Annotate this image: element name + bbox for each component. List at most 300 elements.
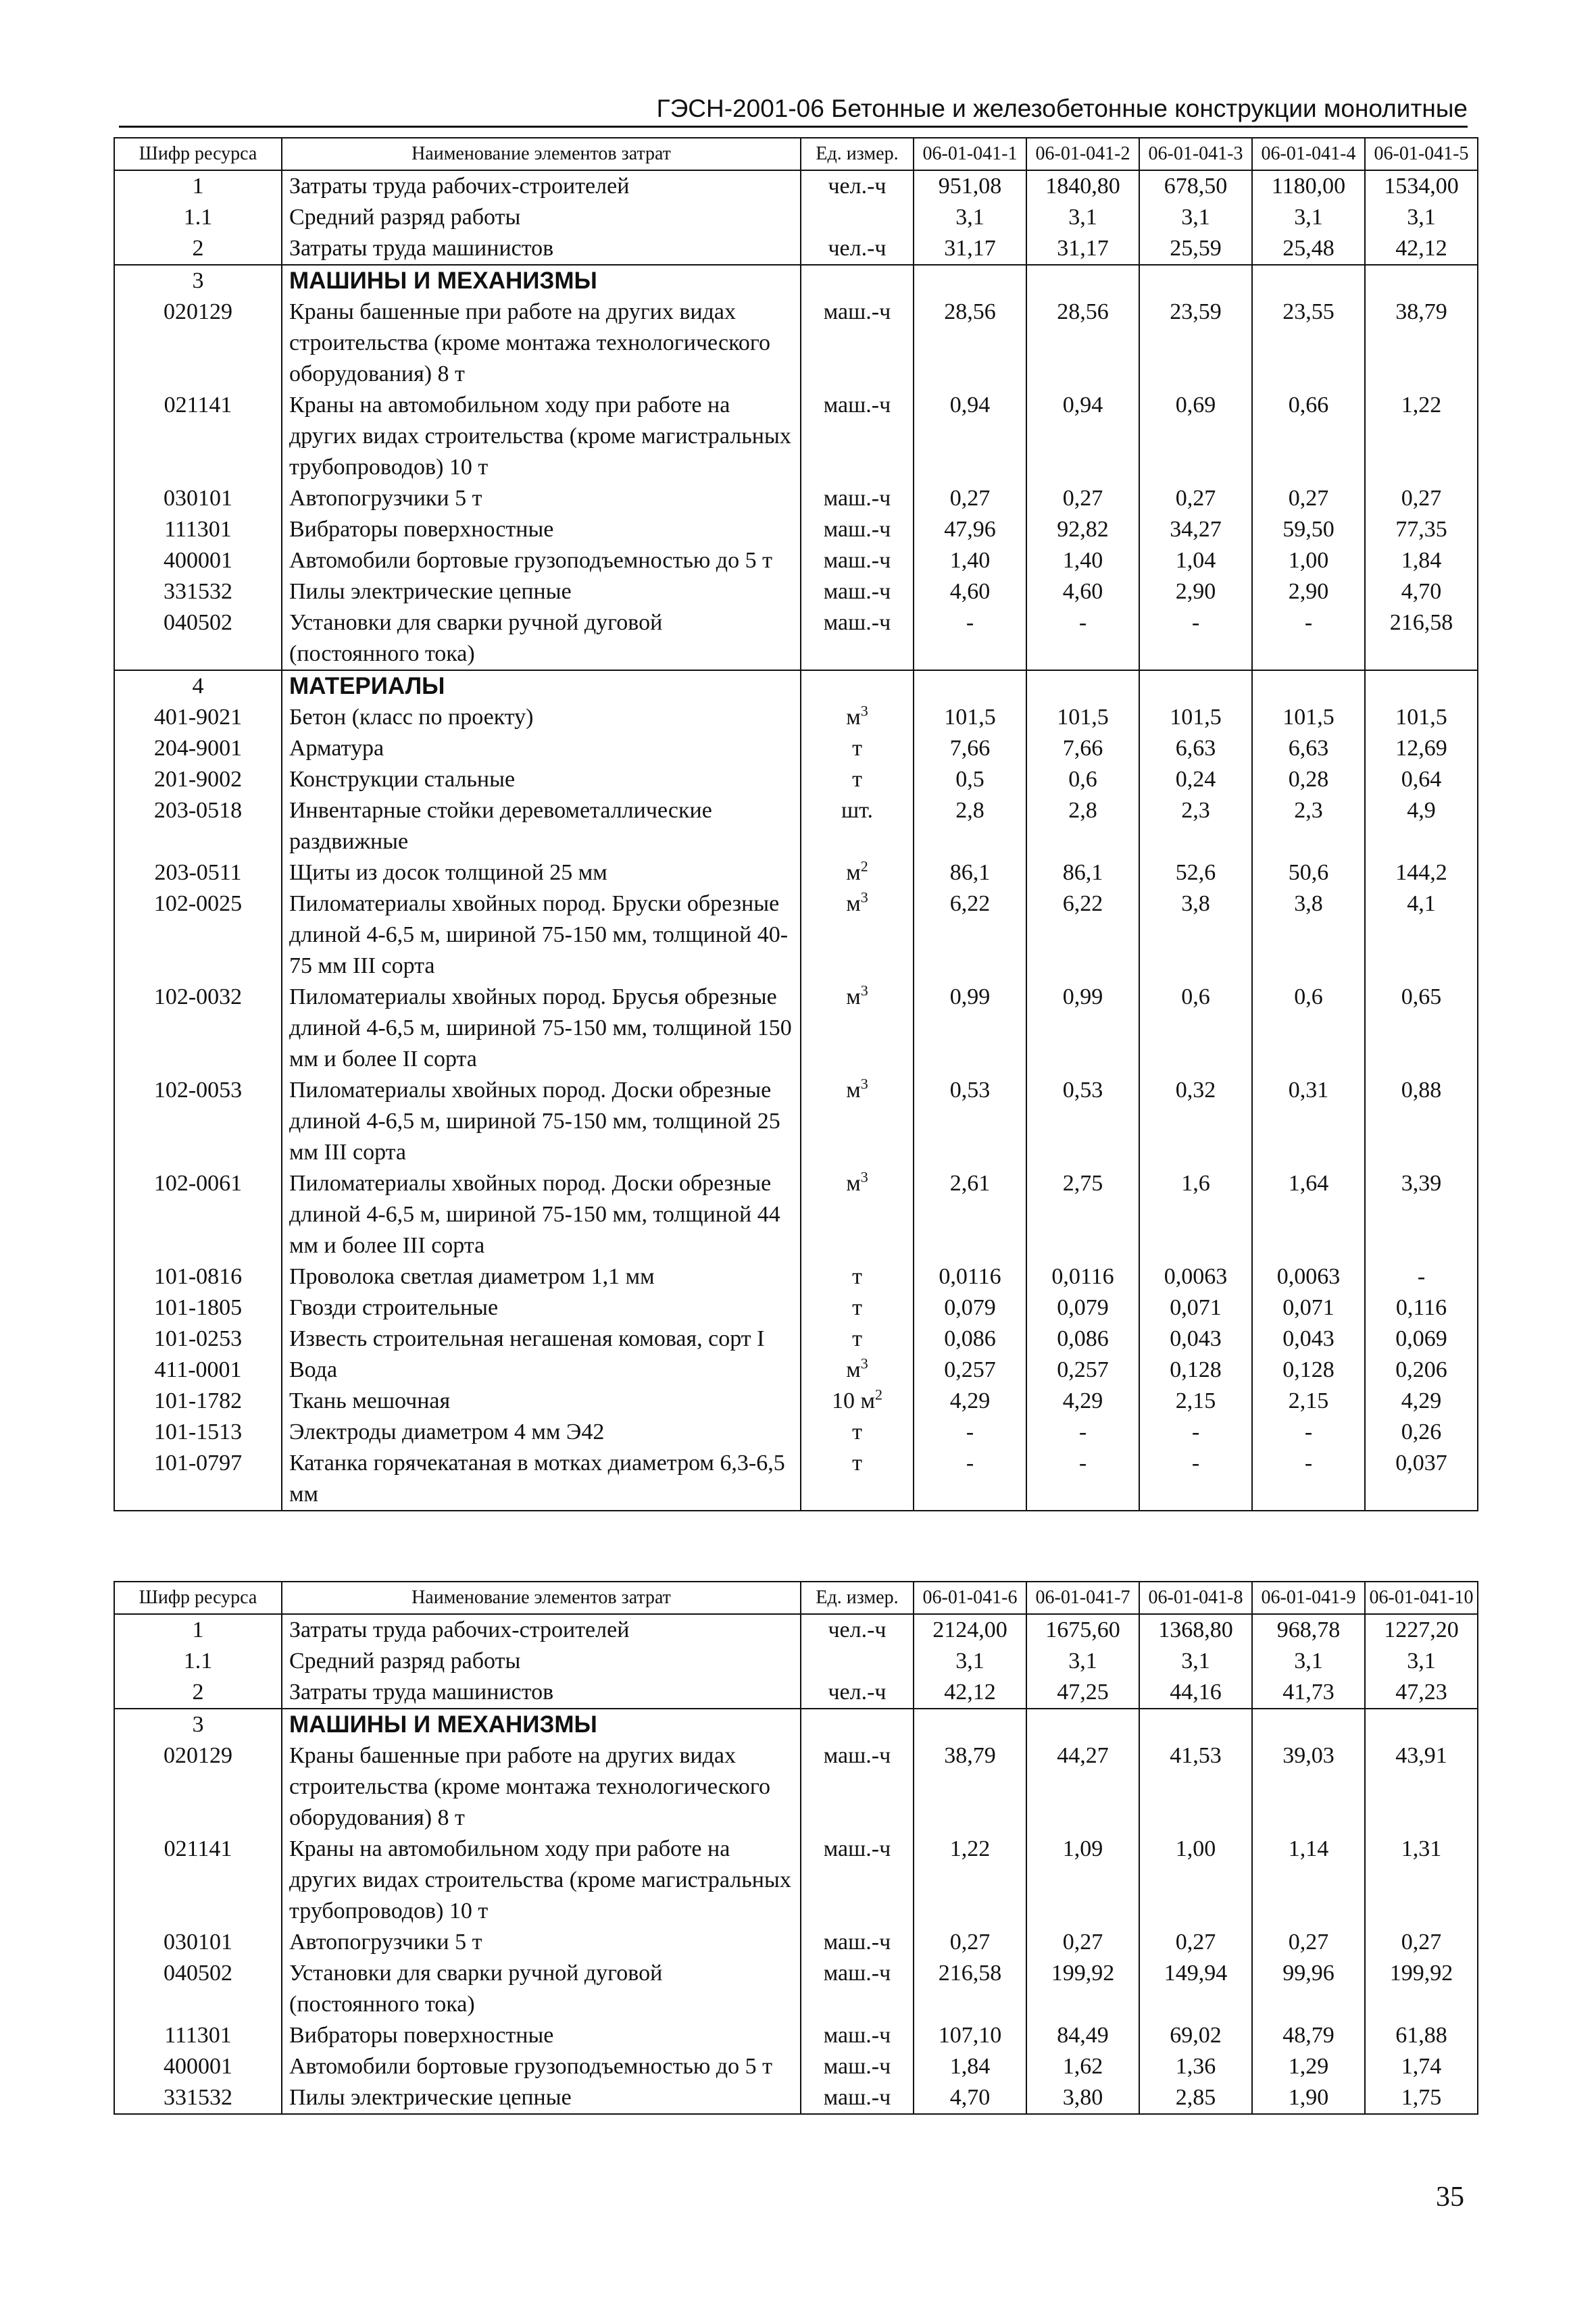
unit-text: м	[846, 891, 861, 916]
unit-cell	[801, 1740, 914, 1834]
value-cell: 0,94	[914, 390, 1026, 483]
value-cell: 47,96	[914, 514, 1026, 545]
header-code: Шифр ресурса	[114, 138, 282, 170]
value-cell: 0,071	[1252, 1292, 1365, 1324]
value-cell	[914, 265, 1026, 297]
unit-cell	[801, 702, 914, 733]
value-cell: 0,27	[914, 1927, 1026, 1958]
value-cell	[1139, 265, 1252, 297]
unit-cell	[801, 1386, 914, 1417]
value-cell: 1,00	[1139, 1834, 1252, 1927]
unit-cell	[801, 1646, 914, 1677]
value-cell: 44,27	[1026, 1740, 1139, 1834]
value-cell: -	[1026, 1448, 1139, 1511]
resource-code: 400001	[114, 2051, 282, 2082]
value-cell: 4,29	[1026, 1386, 1139, 1417]
table-row	[114, 576, 1478, 607]
value-cell: 86,1	[914, 857, 1026, 888]
unit-cell	[801, 233, 914, 265]
value-cell: 0,27	[914, 483, 1026, 514]
table-header	[114, 1582, 1478, 1614]
value-cell: 4,29	[1365, 1386, 1478, 1417]
unit-cell	[801, 1324, 914, 1355]
cost-element-name: Краны башенные при работе на других видах строительства (кроме монтажа технологического оборудования) 8 т	[282, 1740, 801, 1834]
value-cell: 0,64	[1365, 764, 1478, 795]
cost-element-name: Инвентарные стойки деревометаллические раздвижные	[282, 795, 801, 857]
value-cell: 0,128	[1252, 1355, 1365, 1386]
page-number: 35	[1436, 2182, 1464, 2213]
unit-text: т	[852, 767, 862, 792]
value-cell	[1026, 1709, 1139, 1740]
value-cell: 44,16	[1139, 1677, 1252, 1709]
header-column: 06-01-041-8	[1139, 1582, 1252, 1614]
cost-element-name: Средний разряд работы	[282, 1646, 801, 1677]
value-cell: 3,1	[1365, 202, 1478, 233]
table-row	[114, 170, 1478, 202]
value-cell	[1252, 670, 1365, 702]
cost-element-name: Арматура	[282, 733, 801, 764]
cost-element-name: Щиты из досок толщиной 25 мм	[282, 857, 801, 888]
value-cell: 1,04	[1139, 545, 1252, 576]
value-cell: 47,23	[1365, 1677, 1478, 1709]
value-cell: 1,22	[1365, 390, 1478, 483]
value-cell: -	[1139, 1448, 1252, 1511]
value-cell: 3,1	[1252, 1646, 1365, 1677]
unit-cell	[801, 1168, 914, 1261]
header-column: 06-01-041-5	[1365, 138, 1478, 170]
value-cell: 3,1	[914, 202, 1026, 233]
value-cell: 0,27	[1139, 483, 1252, 514]
value-cell: 3,1	[1026, 202, 1139, 233]
value-cell: 2,75	[1026, 1168, 1139, 1261]
cost-element-name: Затраты труда машинистов	[282, 233, 801, 265]
resource-code: 411-0001	[114, 1355, 282, 1386]
unit-cell	[801, 390, 914, 483]
value-cell: 1,40	[914, 545, 1026, 576]
cost-element-name: Краны башенные при работе на других видах строительства (кроме монтажа технологического оборудования) 8 т	[282, 297, 801, 390]
unit-cell	[801, 1075, 914, 1168]
cost-element-name: Вибраторы поверхностные	[282, 514, 801, 545]
value-cell: 0,99	[1026, 982, 1139, 1075]
resource-code: 101-1513	[114, 1417, 282, 1448]
value-cell: 47,25	[1026, 1677, 1139, 1709]
table-row	[114, 764, 1478, 795]
value-cell	[1139, 1709, 1252, 1740]
resource-code: 1.1	[114, 1646, 282, 1677]
unit-cell	[801, 2020, 914, 2051]
resource-code: 101-1782	[114, 1386, 282, 1417]
value-cell: 0,0063	[1139, 1261, 1252, 1292]
unit-text: чел.-ч	[828, 1617, 887, 1642]
value-cell: 41,53	[1139, 1740, 1252, 1834]
value-cell: 28,56	[914, 297, 1026, 390]
value-cell: -	[1026, 1417, 1139, 1448]
cost-element-name: Пиломатериалы хвойных пород. Доски обрезные длиной 4-6,5 м, шириной 75-150 мм, толщиной 25 мм III сорта	[282, 1075, 801, 1168]
value-cell: 1,09	[1026, 1834, 1139, 1927]
value-cell: 0,27	[1365, 1927, 1478, 1958]
unit-text: чел.-ч	[828, 1680, 887, 1705]
unit-text: 10 м	[831, 1388, 875, 1413]
value-cell: 38,79	[1365, 297, 1478, 390]
table-row	[114, 857, 1478, 888]
value-cell: 6,22	[1026, 888, 1139, 982]
value-cell: 1,64	[1252, 1168, 1365, 1261]
table-header	[114, 138, 1478, 170]
value-cell: 28,56	[1026, 297, 1139, 390]
resource-code: 030101	[114, 483, 282, 514]
section-row	[114, 265, 1478, 297]
resource-code: 101-1805	[114, 1292, 282, 1324]
unit-text: маш.-ч	[823, 610, 891, 635]
value-cell: 0,69	[1139, 390, 1252, 483]
value-cell: 0,6	[1139, 982, 1252, 1075]
header-name: Наименование элементов затрат	[282, 1582, 801, 1614]
cost-element-name: Затраты труда рабочих-строителей	[282, 170, 801, 202]
unit-text: т	[852, 1419, 862, 1444]
unit-cell	[801, 982, 914, 1075]
value-cell: -	[1139, 1417, 1252, 1448]
value-cell	[1026, 670, 1139, 702]
value-cell: 0,086	[1026, 1324, 1139, 1355]
value-cell: 4,60	[914, 576, 1026, 607]
value-cell: 86,1	[1026, 857, 1139, 888]
value-cell: 4,29	[914, 1386, 1026, 1417]
value-cell: 0,079	[1026, 1292, 1139, 1324]
value-cell: 0,27	[1365, 483, 1478, 514]
unit-exponent: 3	[860, 702, 868, 720]
value-cell: 0,257	[1026, 1355, 1139, 1386]
value-cell	[1365, 670, 1478, 702]
header-column: 06-01-041-3	[1139, 138, 1252, 170]
value-cell: 0,128	[1139, 1355, 1252, 1386]
value-cell: 216,58	[914, 1958, 1026, 2020]
resource-code: 3	[114, 265, 282, 297]
value-cell: 101,5	[914, 702, 1026, 733]
value-cell: 1,36	[1139, 2051, 1252, 2082]
value-cell: 7,66	[914, 733, 1026, 764]
table-row	[114, 733, 1478, 764]
section-row	[114, 1709, 1478, 1740]
unit-cell	[801, 2082, 914, 2114]
value-cell: 0,32	[1139, 1075, 1252, 1168]
resource-code: 101-0816	[114, 1261, 282, 1292]
unit-text: маш.-ч	[823, 548, 891, 573]
value-cell: 1,14	[1252, 1834, 1365, 1927]
unit-text: маш.-ч	[823, 2054, 891, 2079]
unit-cell	[801, 1958, 914, 2020]
header-unit: Ед. измер.	[801, 1582, 914, 1614]
table-row	[114, 1075, 1478, 1168]
value-cell: 199,92	[1365, 1958, 1478, 2020]
resource-code: 030101	[114, 1927, 282, 1958]
resource-code: 102-0032	[114, 982, 282, 1075]
unit-cell	[801, 857, 914, 888]
resource-code: 203-0518	[114, 795, 282, 857]
value-cell	[914, 670, 1026, 702]
value-cell: 1180,00	[1252, 170, 1365, 202]
value-cell: 39,03	[1252, 1740, 1365, 1834]
value-cell: 216,58	[1365, 607, 1478, 670]
value-cell	[1252, 1709, 1365, 1740]
table-row	[114, 1261, 1478, 1292]
value-cell	[1252, 265, 1365, 297]
value-cell: 3,8	[1139, 888, 1252, 982]
value-cell: -	[1252, 1417, 1365, 1448]
value-cell: 2124,00	[914, 1614, 1026, 1646]
value-cell: 0,24	[1139, 764, 1252, 795]
value-cell: 0,65	[1365, 982, 1478, 1075]
table-row	[114, 514, 1478, 545]
value-cell: -	[1026, 607, 1139, 670]
unit-text: м	[846, 860, 861, 885]
header-column: 06-01-041-9	[1252, 1582, 1365, 1614]
value-cell: 1227,20	[1365, 1614, 1478, 1646]
value-cell: -	[914, 607, 1026, 670]
table-row	[114, 390, 1478, 483]
unit-text: шт.	[841, 798, 873, 823]
cost-element-name: Пилы электрические цепные	[282, 576, 801, 607]
unit-cell	[801, 483, 914, 514]
header-name: Наименование элементов затрат	[282, 138, 801, 170]
cost-element-name: Катанка горячекатаная в мотках диаметром 6,3-6,5 мм	[282, 1448, 801, 1511]
table-row	[114, 483, 1478, 514]
value-cell: 69,02	[1139, 2020, 1252, 2051]
resource-code: 102-0061	[114, 1168, 282, 1261]
unit-exponent: 3	[860, 1168, 868, 1186]
value-cell: 0,086	[914, 1324, 1026, 1355]
cost-element-name: МАШИНЫ И МЕХАНИЗМЫ	[282, 265, 801, 297]
cost-element-name: Установки для сварки ручной дуговой (постоянного тока)	[282, 607, 801, 670]
unit-exponent: 2	[860, 857, 868, 875]
unit-cell	[801, 1709, 914, 1740]
unit-cell	[801, 545, 914, 576]
page-title: ГЭСН-2001-06 Бетонные и железобетонные конструкции монолитные	[656, 95, 1468, 122]
table-row	[114, 1614, 1478, 1646]
value-cell: 7,66	[1026, 733, 1139, 764]
value-cell: 0,0063	[1252, 1261, 1365, 1292]
unit-text: чел.-ч	[828, 236, 887, 261]
value-cell: 101,5	[1026, 702, 1139, 733]
header-column: 06-01-041-4	[1252, 138, 1365, 170]
value-cell: 0,66	[1252, 390, 1365, 483]
unit-text: т	[852, 1451, 862, 1476]
unit-cell	[801, 2051, 914, 2082]
unit-text: маш.-ч	[823, 2085, 891, 2110]
value-cell: 1,90	[1252, 2082, 1365, 2114]
unit-exponent: 2	[875, 1386, 882, 1403]
value-cell: 0,043	[1252, 1324, 1365, 1355]
table-row	[114, 702, 1478, 733]
header-column: 06-01-041-1	[914, 138, 1026, 170]
value-cell: 92,82	[1026, 514, 1139, 545]
value-cell: 50,6	[1252, 857, 1365, 888]
table-row	[114, 233, 1478, 265]
value-cell: 4,9	[1365, 795, 1478, 857]
value-cell: 0,27	[1026, 1927, 1139, 1958]
cost-element-name: Краны на автомобильном ходу при работе на других видах строительства (кроме магистральных трубопроводов) 10 т	[282, 1834, 801, 1927]
value-cell: 3,1	[914, 1646, 1026, 1677]
value-cell: 0,53	[1026, 1075, 1139, 1168]
unit-text: т	[852, 736, 862, 761]
value-cell: 52,6	[1139, 857, 1252, 888]
unit-text: т	[852, 1264, 862, 1289]
value-cell: 1,00	[1252, 545, 1365, 576]
cost-element-name: Пилы электрические цепные	[282, 2082, 801, 2114]
unit-text: маш.-ч	[823, 579, 891, 604]
resource-code: 401-9021	[114, 702, 282, 733]
value-cell: 101,5	[1365, 702, 1478, 733]
value-cell: 1675,60	[1026, 1614, 1139, 1646]
value-cell: 43,91	[1365, 1740, 1478, 1834]
resource-code: 021141	[114, 390, 282, 483]
value-cell: 0,037	[1365, 1448, 1478, 1511]
value-cell: 4,70	[914, 2082, 1026, 2114]
unit-exponent: 3	[860, 888, 868, 906]
value-cell: 31,17	[914, 233, 1026, 265]
cost-element-name: Затраты труда рабочих-строителей	[282, 1614, 801, 1646]
unit-cell	[801, 1614, 914, 1646]
value-cell: 0,116	[1365, 1292, 1478, 1324]
value-cell: 23,59	[1139, 297, 1252, 390]
unit-cell	[801, 1927, 914, 1958]
resource-code: 111301	[114, 514, 282, 545]
value-cell: -	[1252, 1448, 1365, 1511]
value-cell: 0,27	[1139, 1927, 1252, 1958]
table-row	[114, 1834, 1478, 1927]
unit-cell	[801, 202, 914, 233]
header-column: 06-01-041-7	[1026, 1582, 1139, 1614]
resource-code: 4	[114, 670, 282, 702]
value-cell: 0,071	[1139, 1292, 1252, 1324]
value-cell: 2,3	[1252, 795, 1365, 857]
value-cell: -	[1252, 607, 1365, 670]
unit-cell	[801, 297, 914, 390]
resource-code: 201-9002	[114, 764, 282, 795]
value-cell: 77,35	[1365, 514, 1478, 545]
header-column: 06-01-041-10	[1365, 1582, 1478, 1614]
resource-code: 1	[114, 1614, 282, 1646]
unit-text: м	[846, 1357, 861, 1382]
value-cell: 6,22	[914, 888, 1026, 982]
value-cell: 1,22	[914, 1834, 1026, 1927]
value-cell: 25,48	[1252, 233, 1365, 265]
resource-code: 1.1	[114, 202, 282, 233]
cost-element-name: Пиломатериалы хвойных пород. Брусья обрезные длиной 4-6,5 м, шириной 75-150 мм, толщиной 150 мм и более II сорта	[282, 982, 801, 1075]
table-row	[114, 2020, 1478, 2051]
section-row	[114, 670, 1478, 702]
value-cell: 3,1	[1139, 1646, 1252, 1677]
unit-exponent: 3	[860, 982, 868, 999]
value-cell: 0,6	[1252, 982, 1365, 1075]
cost-element-name: Пиломатериалы хвойных пород. Бруски обрезные длиной 4-6,5 м, шириной 75-150 мм, толщиной 40-75 мм III сорта	[282, 888, 801, 982]
resource-code: 111301	[114, 2020, 282, 2051]
value-cell: 0,257	[914, 1355, 1026, 1386]
value-cell: 12,69	[1365, 733, 1478, 764]
cost-element-name: Автопогрузчики 5 т	[282, 1927, 801, 1958]
cost-element-name: Конструкции стальные	[282, 764, 801, 795]
value-cell: 2,8	[914, 795, 1026, 857]
value-cell: 0,079	[914, 1292, 1026, 1324]
value-cell: 0,94	[1026, 390, 1139, 483]
value-cell: 1,84	[1365, 545, 1478, 576]
table-row	[114, 2082, 1478, 2114]
value-cell: 107,10	[914, 2020, 1026, 2051]
value-cell: 4,70	[1365, 576, 1478, 607]
value-cell: 0,5	[914, 764, 1026, 795]
value-cell: 3,1	[1365, 1646, 1478, 1677]
resource-code: 1	[114, 170, 282, 202]
value-cell: 149,94	[1139, 1958, 1252, 2020]
unit-cell	[801, 1355, 914, 1386]
value-cell: 42,12	[914, 1677, 1026, 1709]
unit-text: маш.-ч	[823, 486, 891, 511]
value-cell: 1,40	[1026, 545, 1139, 576]
unit-cell	[801, 888, 914, 982]
value-cell: 84,49	[1026, 2020, 1139, 2051]
value-cell: 3,1	[1026, 1646, 1139, 1677]
table-row	[114, 1324, 1478, 1355]
value-cell: 31,17	[1026, 233, 1139, 265]
cost-element-name: МАТЕРИАЛЫ	[282, 670, 801, 702]
value-cell: 0,206	[1365, 1355, 1478, 1386]
value-cell: 1534,00	[1365, 170, 1478, 202]
value-cell: 199,92	[1026, 1958, 1139, 2020]
resource-code: 331532	[114, 2082, 282, 2114]
value-cell: 99,96	[1252, 1958, 1365, 2020]
value-cell	[914, 1709, 1026, 1740]
value-cell: 0,31	[1252, 1075, 1365, 1168]
value-cell	[1026, 265, 1139, 297]
resource-code: 102-0025	[114, 888, 282, 982]
value-cell	[1365, 265, 1478, 297]
unit-cell	[801, 607, 914, 670]
unit-text: м	[846, 705, 861, 730]
value-cell: 0,99	[914, 982, 1026, 1075]
value-cell: -	[914, 1448, 1026, 1511]
value-cell	[1365, 1709, 1478, 1740]
value-cell: 1,62	[1026, 2051, 1139, 2082]
value-cell: 59,50	[1252, 514, 1365, 545]
resource-table-1	[114, 137, 1478, 1511]
cost-element-name: Затраты труда машинистов	[282, 1677, 801, 1709]
value-cell: 678,50	[1139, 170, 1252, 202]
cost-element-name: Бетон (класс по проекту)	[282, 702, 801, 733]
table-row	[114, 1168, 1478, 1261]
value-cell: 3,1	[1252, 202, 1365, 233]
value-cell	[1139, 670, 1252, 702]
value-cell: 0,88	[1365, 1075, 1478, 1168]
value-cell: -	[914, 1417, 1026, 1448]
cost-element-name: Установки для сварки ручной дуговой (постоянного тока)	[282, 1958, 801, 2020]
value-cell: 2,61	[914, 1168, 1026, 1261]
value-cell: 951,08	[914, 170, 1026, 202]
value-cell: 3,80	[1026, 2082, 1139, 2114]
value-cell: 3,39	[1365, 1168, 1478, 1261]
value-cell: 41,73	[1252, 1677, 1365, 1709]
table-row	[114, 1958, 1478, 2020]
cost-element-name: Автомобили бортовые грузоподъемностью до 5 т	[282, 2051, 801, 2082]
unit-text: маш.-ч	[823, 1743, 891, 1768]
value-cell: 0,043	[1139, 1324, 1252, 1355]
value-cell: 1368,80	[1139, 1614, 1252, 1646]
unit-text: маш.-ч	[823, 1836, 891, 1861]
table-row	[114, 888, 1478, 982]
value-cell: 25,59	[1139, 233, 1252, 265]
value-cell: 2,90	[1252, 576, 1365, 607]
value-cell: 2,15	[1139, 1386, 1252, 1417]
table-row	[114, 1386, 1478, 1417]
unit-cell	[801, 1677, 914, 1709]
